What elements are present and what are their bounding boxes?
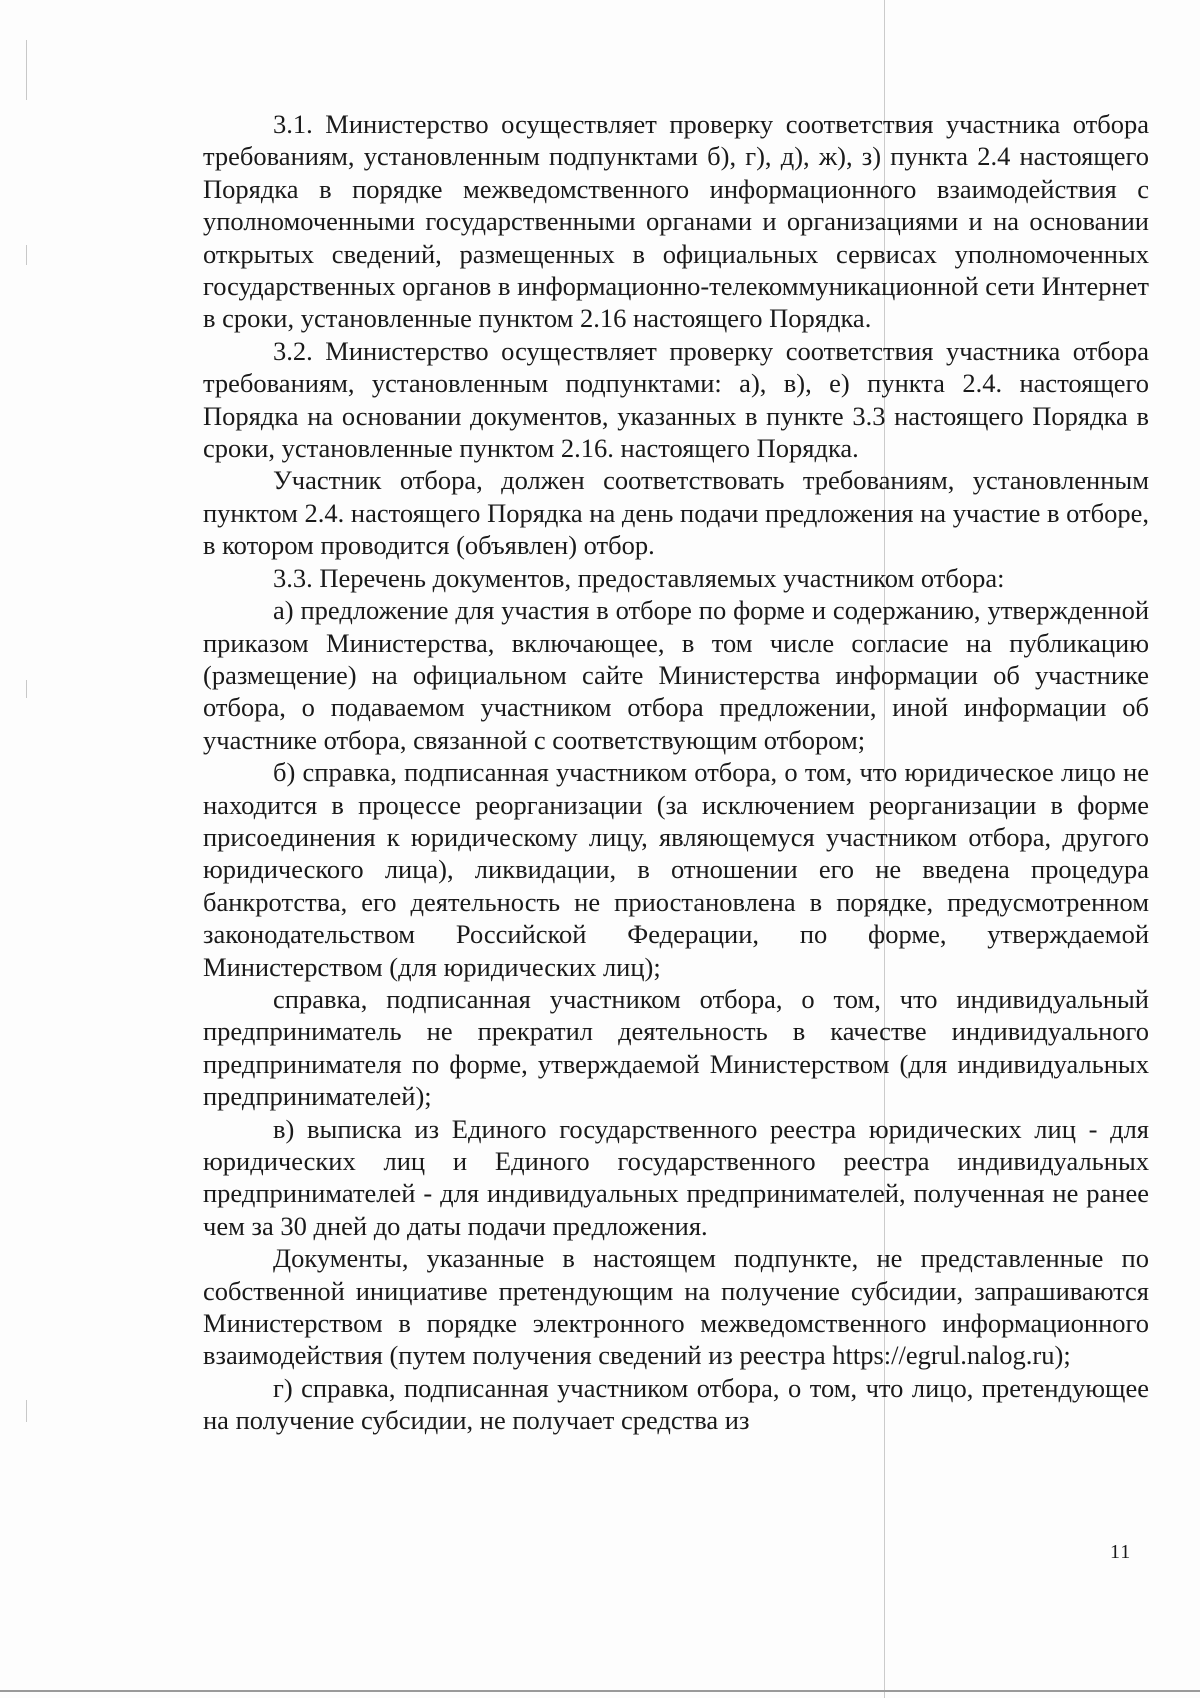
paragraph-3-3: 3.3. Перечень документов, предоставляемых участником отбора: xyxy=(273,562,1005,593)
paragraph-participant-requirements: Участник отбора, должен соответствовать требованиям, установленным пунктом 2.4. настоящего Порядка на день подачи предложения на участие в отборе, в котором проводится (объявлен) отбор. xyxy=(203,465,1149,561)
paragraph-3-2: 3.2. Министерство осуществляет проверку соответствия участника отбора требованиям, установленным подпунктами: а), в), е) пункта 2.4. настоящего Порядка на основании документов, указанных в пункте 3.3 настоящего Порядка в сроки, установленные пунктом 2.16. настоящего Порядка. xyxy=(203,335,1149,464)
scan-bottom-edge xyxy=(0,1690,1200,1692)
paragraph-3-3-g: г) справка, подписанная участником отбора, о том, что лицо, претендующее на получение субсидии, не получает средства из xyxy=(203,1372,1149,1436)
page-number: 11 xyxy=(1110,1541,1132,1563)
paragraph-documents-request: Документы, указанные в настоящем подпункте, не представленные по собственной инициативе претендующим на получение субсидии, запрашиваются Министерством в порядке электронного межведомственного информационного взаимодействия (путем получения сведений из реестра https://egrul.nalog.ru); xyxy=(203,1243,1149,1371)
document-body xyxy=(203,108,1149,1437)
paragraph-3-1: 3.1. Министерство осуществляет проверку соответствия участника отбора требованиям, установленным подпунктами б), г), д), ж), з) пункта 2.4 настоящего Порядка в порядке межведомственного информационного взаимодействия с уполномоченными государственными органами и организациями и на основании открытых сведений, размещенных в официальных сервисах уполномоченных государственных органов в информационно-телекоммуникационной сети Интернет в сроки, установленные пунктом 2.16 настоящего Порядка. xyxy=(203,109,1149,334)
scan-margin-mark xyxy=(26,245,27,265)
scan-margin-mark xyxy=(26,1400,27,1422)
paragraph-3-3-v: в) выписка из Единого государственного реестра юридических лиц - для юридических лиц и Единого государственного реестра индивидуальных предпринимателей - для индивидуальных предпринимателей, полученная не ранее чем за 30 дней до даты подачи предложения. xyxy=(203,1113,1149,1241)
paragraph-3-3-b-ip: справка, подписанная участником отбора, о том, что индивидуальный предприниматель не прекратил деятельность в качестве индивидуального предпринимателя по форме, утверждаемой Министерством (для индивидуальных предпринимателей); xyxy=(203,983,1149,1112)
scan-margin-mark xyxy=(26,680,27,698)
paragraph-3-3-a: а) предложение для участия в отборе по форме и содержанию, утвержденной приказом Министерства, включающее, в том числе согласие на публикацию (размещение) на официальном сайте Министерства информации об участнике отбора, о подаваемом участником отбора предложении, иной информации об участнике отбора, связанной с соответствующим отбором; xyxy=(203,595,1149,755)
paragraph-3-3-b: б) справка, подписанная участником отбора, о том, что юридическое лицо не находится в процессе реорганизации (за исключением реорганизации в форме присоединения к юридическому лицу, являющемуся участником отбора, другого юридического лица), ликвидации, в отношении его не введена процедура банкротства, его деятельность не приостановлена в порядке, предусмотренном законодательством Российской Федерации, по форме, утверждаемой Министерством (для юридических лиц); xyxy=(203,757,1149,982)
scan-margin-mark xyxy=(26,40,27,100)
